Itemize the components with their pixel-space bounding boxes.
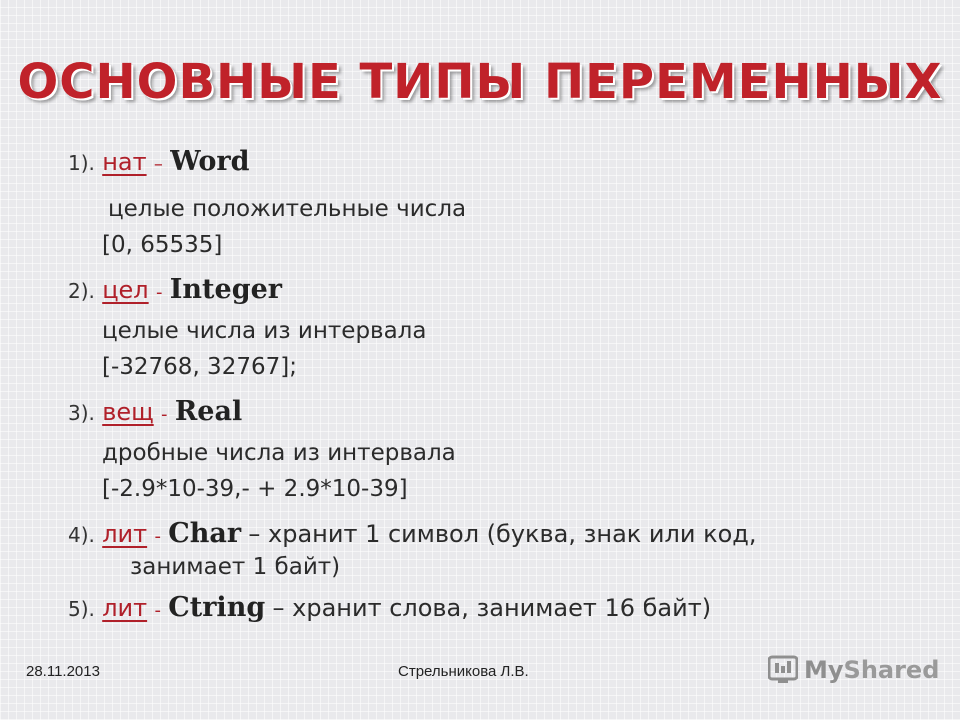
item-2-en-type: Integer xyxy=(169,274,282,305)
item-4-separator: - xyxy=(154,526,161,547)
item-1-en-type: Word xyxy=(170,146,250,177)
item-4-description-cont: занимает 1 байт) xyxy=(130,554,341,580)
item-2-header xyxy=(68,274,282,305)
item-5-description: – хранит слова, занимает 16 байт) xyxy=(272,594,712,622)
item-5-en-type: Ctring xyxy=(168,592,266,623)
item-4-header xyxy=(68,518,757,549)
slide-title: ОСНОВНЫЕ ТИПЫ ПЕРЕМЕННЫХ xyxy=(17,54,943,110)
item-5-separator: - xyxy=(154,600,161,621)
logo-shared: Shared xyxy=(843,656,940,684)
item-3-header xyxy=(68,396,242,427)
item-1-number: 1). xyxy=(68,151,95,175)
item-4-en-type: Char xyxy=(168,518,242,549)
item-5-header xyxy=(68,592,711,623)
item-3-range: [-2.9*10-39,- + 2.9*10-39] xyxy=(102,476,408,502)
item-5-ru-type: лит xyxy=(102,594,148,622)
item-2-range: [-32768, 32767]; xyxy=(102,354,297,380)
item-2-separator: - xyxy=(155,282,163,303)
item-2-description: целые числа из интервала xyxy=(102,318,427,344)
footer-author: Стрельникова Л.В. xyxy=(398,663,529,680)
item-3-separator: - xyxy=(161,404,168,425)
item-3-number: 3). xyxy=(68,401,95,425)
item-2-number: 2). xyxy=(68,279,95,303)
item-2-ru-type: цел xyxy=(102,276,149,304)
item-4-description: – хранит 1 символ (буква, знак или код, xyxy=(248,520,757,548)
myshared-logo-icon xyxy=(768,655,798,685)
item-3-en-type: Real xyxy=(174,396,243,427)
myshared-logo-text xyxy=(804,656,939,684)
myshared-logo[interactable] xyxy=(768,655,939,685)
logo-my: My xyxy=(804,656,844,684)
item-1-header xyxy=(68,146,249,177)
footer-date: 28.11.2013 xyxy=(26,663,100,680)
item-3-ru-type: вещ xyxy=(102,398,154,426)
item-1-ru-type: нат xyxy=(102,148,147,176)
item-5-number: 5). xyxy=(68,597,95,621)
item-4-ru-type: лит xyxy=(102,520,148,548)
item-3-description: дробные числа из интервала xyxy=(102,440,456,466)
item-1-range: [0, 65535] xyxy=(102,232,223,258)
item-1-description: целые положительные числа xyxy=(108,196,467,222)
item-1-separator: – xyxy=(153,154,163,175)
item-4-number: 4). xyxy=(68,523,95,547)
